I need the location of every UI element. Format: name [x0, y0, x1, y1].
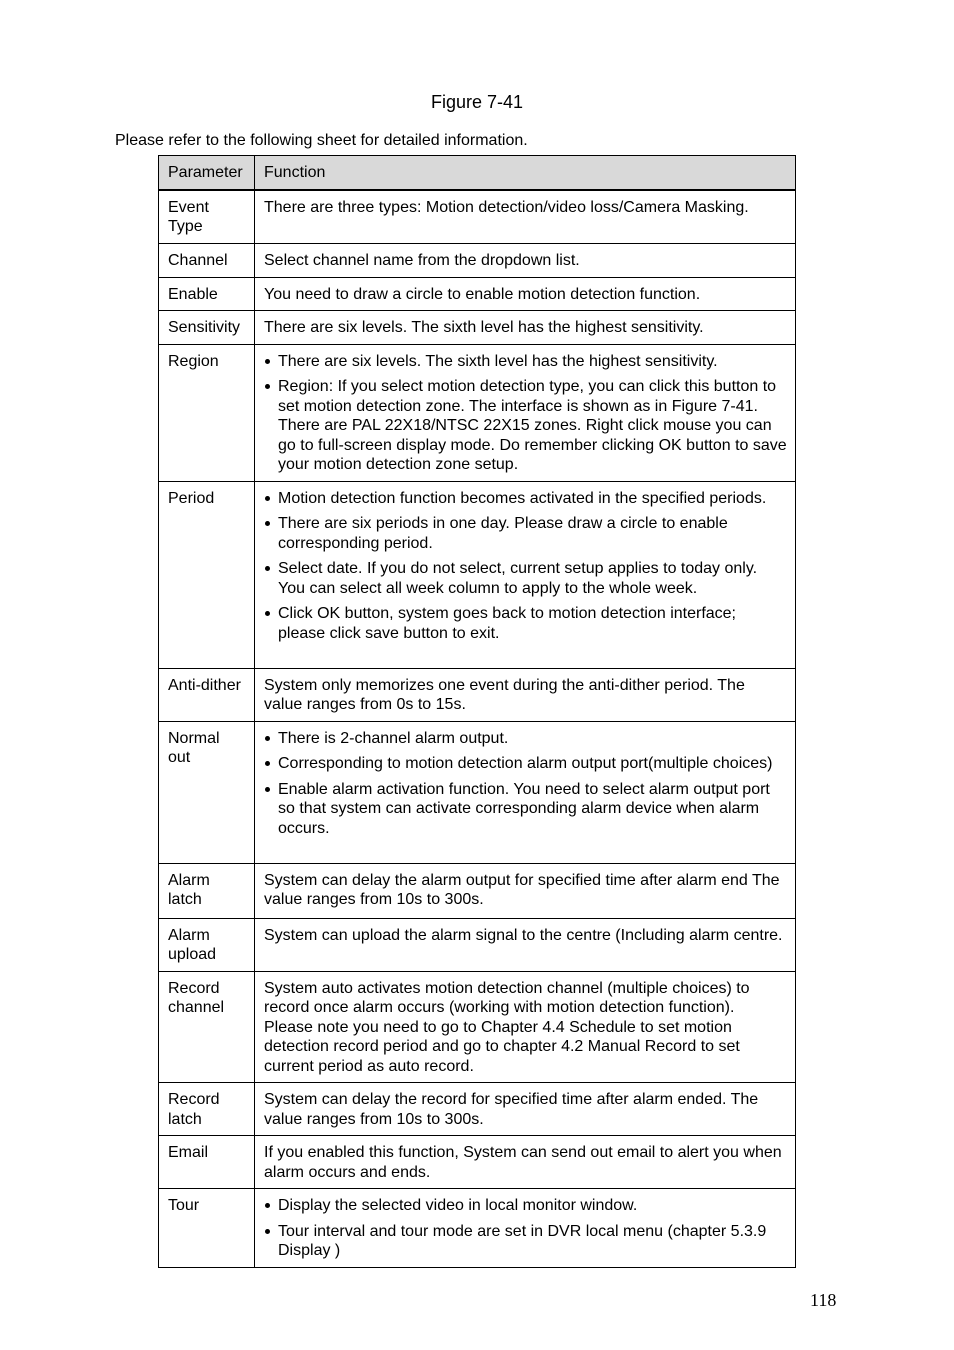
parameter-cell: Anti-dither [159, 668, 255, 721]
table-row [159, 277, 796, 311]
bullet-list [264, 1196, 787, 1261]
bullet-list [264, 352, 787, 475]
page-number: 118 [810, 1290, 837, 1310]
function-cell [255, 918, 796, 971]
function-text: System can upload the alarm signal to the centre (Including alarm centre. [264, 926, 783, 944]
function-cell [255, 1083, 796, 1136]
table-row [159, 918, 796, 971]
function-cell [255, 1136, 796, 1189]
bullet-item: There is 2-channel alarm output. [264, 729, 787, 749]
bullet-item: Click OK button, system goes back to motion detection interface; please click save button to exit. [264, 604, 787, 643]
parameter-cell: Email [159, 1136, 255, 1189]
table-row [159, 243, 796, 277]
function-text: There are six levels. The sixth level has the highest sensitivity. [264, 319, 704, 336]
table-row [159, 1136, 796, 1189]
parameter-cell: Period [159, 481, 255, 668]
bullet-item: Display the selected video in local monitor window. [264, 1196, 787, 1216]
function-text: System can delay the alarm output for specified time after alarm end The value ranges from 10s to 300s. [264, 871, 780, 908]
function-cell [255, 311, 796, 345]
function-cell [255, 863, 796, 918]
function-cell [255, 190, 796, 244]
function-text: You need to draw a circle to enable motion detection function. [264, 285, 701, 303]
parameter-table [158, 155, 796, 1268]
bullet-item: There are six periods in one day. Please draw a circle to enable corresponding period. [264, 514, 787, 553]
table-row [159, 481, 796, 668]
function-text: Select channel name from the dropdown list. [264, 251, 580, 269]
function-cell [255, 668, 796, 721]
function-text: If you enabled this function, System can send out email to alert you when alarm occurs and ends. [264, 1144, 782, 1181]
table-row [159, 668, 796, 721]
function-cell [255, 243, 796, 277]
function-text: There are three types: Motion detection/video loss/Camera Masking. [264, 198, 749, 216]
parameter-cell: Record latch [159, 1083, 255, 1136]
header-parameter: Parameter [159, 156, 255, 190]
table-row [159, 190, 796, 244]
bullet-item: Enable alarm activation function. You need to select alarm output port so that system can activate corresponding alarm device when alarm occurs. [264, 780, 787, 839]
bullet-item: Tour interval and tour mode are set in DVR local menu (chapter 5.3.9 Display ) [264, 1222, 787, 1261]
parameter-cell: Enable [159, 277, 255, 311]
bullet-list [264, 729, 787, 839]
bullet-list [264, 489, 787, 644]
parameter-cell: Event Type [159, 190, 255, 244]
table-row [159, 1083, 796, 1136]
function-text: System auto activates motion detection channel (multiple choices) to record once alarm occurs (working with motion detection function). Please note you need to go to Chapter 4.4 Schedule to set motion detection record period and go to chapter 4.2 Manual Record to set current period as auto record. [264, 979, 750, 1075]
parameter-cell: Record channel [159, 971, 255, 1083]
figure-caption: Figure 7-41 [430, 92, 524, 112]
intro-text: Please refer to the following sheet for detailed information. [115, 132, 528, 149]
parameter-cell: Tour [159, 1189, 255, 1268]
table-row [159, 721, 796, 863]
bullet-item: Select date. If you do not select, current setup applies to today only. You can select all week column to apply to the whole week. [264, 559, 787, 598]
table-row [159, 311, 796, 345]
function-cell [255, 481, 796, 668]
header-function: Function [255, 156, 796, 190]
parameter-cell: Sensitivity [159, 311, 255, 345]
function-text: System only memorizes one event during the anti-dither period. The value ranges from 0s to 15s. [264, 676, 745, 713]
table-header-row [159, 156, 796, 190]
bullet-item: There are six levels. The sixth level has the highest sensitivity. [264, 352, 787, 372]
function-cell [255, 1189, 796, 1268]
table-row [159, 1189, 796, 1268]
bullet-item: Region: If you select motion detection type, you can click this button to set motion detection zone. The interface is shown as in Figure 7-41. There are PAL 22X18/NTSC 22X15 zones. Right click mouse you can go to full-screen display mode. Do remember clicking OK button to save your motion detection zone setup. [264, 377, 787, 475]
function-text: System can delay the record for specified time after alarm ended. The value ranges from 10s to 300s. [264, 1091, 759, 1128]
table-body [159, 190, 796, 1268]
function-cell [255, 721, 796, 863]
function-cell [255, 971, 796, 1083]
parameter-cell: Channel [159, 243, 255, 277]
parameter-cell: Alarm latch [159, 863, 255, 918]
parameter-cell: Normal out [159, 721, 255, 863]
bullet-item: Corresponding to motion detection alarm output port(multiple choices) [264, 754, 787, 774]
table-row [159, 344, 796, 481]
parameter-cell: Region [159, 344, 255, 481]
table-row [159, 863, 796, 918]
table-row [159, 971, 796, 1083]
function-cell [255, 344, 796, 481]
parameter-cell: Alarm upload [159, 918, 255, 971]
function-cell [255, 277, 796, 311]
bullet-item: Motion detection function becomes activated in the specified periods. [264, 489, 787, 509]
